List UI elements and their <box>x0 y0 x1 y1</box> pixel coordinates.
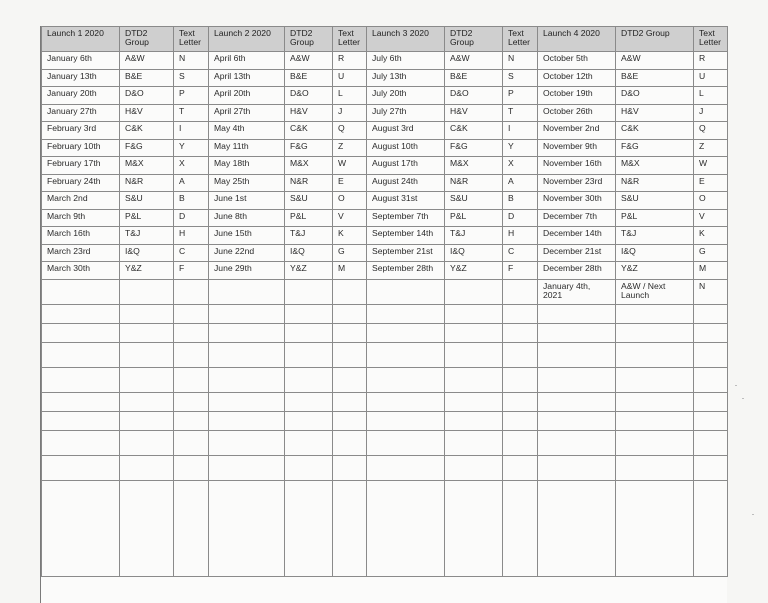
launch-3-letter: H <box>503 227 538 245</box>
launch-4-group: H&V <box>616 104 694 122</box>
empty-row <box>42 430 728 455</box>
launch-4-group: I&Q <box>616 244 694 262</box>
launch-2-letter: K <box>333 227 367 245</box>
launch-2-date: April 20th <box>209 87 285 105</box>
table-row <box>42 262 728 280</box>
launch-2-group: I&Q <box>285 244 333 262</box>
launch-4-group: N&R <box>616 174 694 192</box>
launch-2-group: S&U <box>285 192 333 210</box>
launch-2-group: H&V <box>285 104 333 122</box>
table-row <box>42 209 728 227</box>
table-row <box>42 122 728 140</box>
table-row <box>42 69 728 87</box>
launch-1-group: B&E <box>120 69 174 87</box>
launch-4-date: November 16th <box>538 157 616 175</box>
launch-4-date: December 21st <box>538 244 616 262</box>
launch-1-group <box>120 279 174 304</box>
launch-3-letter: P <box>503 87 538 105</box>
launch-1-date: March 9th <box>42 209 120 227</box>
launch-2-date: June 1st <box>209 192 285 210</box>
launch-1-letter: A <box>174 174 209 192</box>
launch-1-group: Y&Z <box>120 262 174 280</box>
launch-2-letter: G <box>333 244 367 262</box>
launch-1-letter: P <box>174 87 209 105</box>
launch-2-group: B&E <box>285 69 333 87</box>
launch-4-letter: V <box>694 209 728 227</box>
launch-2-date: May 11th <box>209 139 285 157</box>
launch-2-date: May 4th <box>209 122 285 140</box>
launch-1-letter <box>174 279 209 304</box>
table-row <box>42 139 728 157</box>
empty-row <box>42 411 728 430</box>
launch-4-date: November 9th <box>538 139 616 157</box>
launch-3-letter: B <box>503 192 538 210</box>
launch-3-group: H&V <box>445 104 503 122</box>
launch-2-letter: M <box>333 262 367 280</box>
launch-4-letter: R <box>694 52 728 70</box>
header-dtd2-group-2: DTD2 Group <box>285 27 333 52</box>
launch-schedule-table <box>41 26 728 577</box>
launch-2-group: Y&Z <box>285 262 333 280</box>
launch-4-letter: Z <box>694 139 728 157</box>
header-launch-3: Launch 3 2020 <box>367 27 445 52</box>
launch-1-group: C&K <box>120 122 174 140</box>
scan-speck <box>735 385 737 386</box>
launch-1-letter: H <box>174 227 209 245</box>
launch-3-letter: S <box>503 69 538 87</box>
launch-2-date: May 18th <box>209 157 285 175</box>
launch-2-group: N&R <box>285 174 333 192</box>
table-row <box>42 279 728 304</box>
header-dtd2-group-4: DTD2 Group <box>616 27 694 52</box>
launch-1-date: January 6th <box>42 52 120 70</box>
launch-1-date: March 30th <box>42 262 120 280</box>
launch-2-letter: W <box>333 157 367 175</box>
launch-2-letter <box>333 279 367 304</box>
launch-1-date: January 13th <box>42 69 120 87</box>
launch-1-date: February 3rd <box>42 122 120 140</box>
table-row <box>42 192 728 210</box>
launch-2-group: M&X <box>285 157 333 175</box>
launch-3-group: S&U <box>445 192 503 210</box>
launch-3-letter: T <box>503 104 538 122</box>
launch-2-letter: Z <box>333 139 367 157</box>
launch-4-letter: Q <box>694 122 728 140</box>
header-text-letter-1: Text Letter <box>174 27 209 52</box>
header-launch-2: Launch 2 2020 <box>209 27 285 52</box>
launch-2-group: D&O <box>285 87 333 105</box>
table-row <box>42 244 728 262</box>
header-text-letter-3: Text Letter <box>503 27 538 52</box>
scan-speck <box>752 514 754 515</box>
launch-3-group: P&L <box>445 209 503 227</box>
launch-3-group: N&R <box>445 174 503 192</box>
launch-1-group: I&Q <box>120 244 174 262</box>
launch-2-letter: J <box>333 104 367 122</box>
launch-1-date: February 24th <box>42 174 120 192</box>
launch-4-date: October 26th <box>538 104 616 122</box>
header-text-letter-2: Text Letter <box>333 27 367 52</box>
launch-1-letter: C <box>174 244 209 262</box>
launch-2-group: A&W <box>285 52 333 70</box>
launch-1-date: March 2nd <box>42 192 120 210</box>
launch-3-letter: Y <box>503 139 538 157</box>
launch-3-group: Y&Z <box>445 262 503 280</box>
launch-3-group: M&X <box>445 157 503 175</box>
header-dtd2-group-3: DTD2 Group <box>445 27 503 52</box>
launch-3-group: I&Q <box>445 244 503 262</box>
empty-row <box>42 480 728 576</box>
launch-3-group: F&G <box>445 139 503 157</box>
launch-1-date: January 20th <box>42 87 120 105</box>
empty-row <box>42 455 728 480</box>
empty-row <box>42 342 728 367</box>
empty-row <box>42 367 728 392</box>
launch-4-date: October 12th <box>538 69 616 87</box>
launch-2-date: April 6th <box>209 52 285 70</box>
launch-2-letter: L <box>333 87 367 105</box>
header-dtd2-group-1: DTD2 Group <box>120 27 174 52</box>
launch-4-date: December 28th <box>538 262 616 280</box>
table-row <box>42 104 728 122</box>
launch-1-date: March 16th <box>42 227 120 245</box>
header-launch-1: Launch 1 2020 <box>42 27 120 52</box>
launch-4-group: A&W <box>616 52 694 70</box>
launch-1-letter: N <box>174 52 209 70</box>
launch-2-date: June 15th <box>209 227 285 245</box>
schedule-sheet <box>40 26 727 603</box>
launch-4-letter: G <box>694 244 728 262</box>
launch-2-date <box>209 279 285 304</box>
launch-1-group: A&W <box>120 52 174 70</box>
launch-1-letter: T <box>174 104 209 122</box>
launch-1-date: January 27th <box>42 104 120 122</box>
launch-3-group: B&E <box>445 69 503 87</box>
launch-4-letter: W <box>694 157 728 175</box>
launch-3-date: September 21st <box>367 244 445 262</box>
table-row <box>42 157 728 175</box>
launch-4-date: October 5th <box>538 52 616 70</box>
launch-1-letter: F <box>174 262 209 280</box>
launch-1-date: March 23rd <box>42 244 120 262</box>
launch-3-date: August 17th <box>367 157 445 175</box>
launch-3-date: August 10th <box>367 139 445 157</box>
launch-2-date: April 13th <box>209 69 285 87</box>
launch-3-letter: A <box>503 174 538 192</box>
launch-1-letter: B <box>174 192 209 210</box>
launch-1-group: N&R <box>120 174 174 192</box>
launch-3-group: D&O <box>445 87 503 105</box>
header-text-letter-4: Text Letter <box>694 27 728 52</box>
launch-3-letter <box>503 279 538 304</box>
table-row <box>42 227 728 245</box>
launch-3-letter: X <box>503 157 538 175</box>
empty-row <box>42 304 728 323</box>
launch-1-letter: Y <box>174 139 209 157</box>
launch-1-group: T&J <box>120 227 174 245</box>
launch-4-group: A&W / Next Launch <box>616 279 694 304</box>
launch-4-letter: L <box>694 87 728 105</box>
launch-4-group: F&G <box>616 139 694 157</box>
launch-2-group <box>285 279 333 304</box>
launch-4-group: B&E <box>616 69 694 87</box>
launch-2-group: C&K <box>285 122 333 140</box>
launch-3-date: September 28th <box>367 262 445 280</box>
launch-4-letter: O <box>694 192 728 210</box>
launch-3-date: July 20th <box>367 87 445 105</box>
launch-3-letter: F <box>503 262 538 280</box>
launch-4-group: D&O <box>616 87 694 105</box>
launch-4-letter: M <box>694 262 728 280</box>
launch-1-group: S&U <box>120 192 174 210</box>
launch-2-date: June 29th <box>209 262 285 280</box>
launch-3-group <box>445 279 503 304</box>
launch-3-group: A&W <box>445 52 503 70</box>
launch-3-letter: D <box>503 209 538 227</box>
launch-4-group: S&U <box>616 192 694 210</box>
launch-4-letter: N <box>694 279 728 304</box>
header-launch-4: Launch 4 2020 <box>538 27 616 52</box>
launch-3-date: September 14th <box>367 227 445 245</box>
launch-2-letter: E <box>333 174 367 192</box>
launch-4-date: December 7th <box>538 209 616 227</box>
launch-3-date: September 7th <box>367 209 445 227</box>
launch-4-date: November 2nd <box>538 122 616 140</box>
launch-2-letter: O <box>333 192 367 210</box>
empty-row <box>42 392 728 411</box>
launch-2-letter: Q <box>333 122 367 140</box>
table-row <box>42 52 728 70</box>
launch-1-date <box>42 279 120 304</box>
launch-3-date <box>367 279 445 304</box>
launch-4-letter: K <box>694 227 728 245</box>
launch-4-group: P&L <box>616 209 694 227</box>
launch-1-letter: D <box>174 209 209 227</box>
launch-4-date: October 19th <box>538 87 616 105</box>
launch-1-date: February 10th <box>42 139 120 157</box>
launch-4-letter: U <box>694 69 728 87</box>
launch-3-letter: I <box>503 122 538 140</box>
header-row <box>42 27 728 52</box>
launch-4-date: November 23rd <box>538 174 616 192</box>
table-row <box>42 87 728 105</box>
launch-1-letter: I <box>174 122 209 140</box>
launch-2-date: June 8th <box>209 209 285 227</box>
launch-3-group: C&K <box>445 122 503 140</box>
launch-2-group: F&G <box>285 139 333 157</box>
launch-2-group: T&J <box>285 227 333 245</box>
launch-2-date: May 25th <box>209 174 285 192</box>
launch-1-group: H&V <box>120 104 174 122</box>
launch-2-letter: V <box>333 209 367 227</box>
launch-3-date: August 3rd <box>367 122 445 140</box>
launch-1-group: F&G <box>120 139 174 157</box>
launch-4-group: Y&Z <box>616 262 694 280</box>
launch-4-group: M&X <box>616 157 694 175</box>
launch-2-group: P&L <box>285 209 333 227</box>
launch-2-date: April 27th <box>209 104 285 122</box>
launch-2-letter: R <box>333 52 367 70</box>
launch-4-date: January 4th, 2021 <box>538 279 616 304</box>
launch-4-date: December 14th <box>538 227 616 245</box>
launch-3-date: July 6th <box>367 52 445 70</box>
table-row <box>42 174 728 192</box>
scan-speck <box>742 398 744 399</box>
launch-4-date: November 30th <box>538 192 616 210</box>
launch-3-date: July 27th <box>367 104 445 122</box>
launch-1-letter: S <box>174 69 209 87</box>
launch-1-group: M&X <box>120 157 174 175</box>
launch-3-letter: C <box>503 244 538 262</box>
launch-1-group: D&O <box>120 87 174 105</box>
launch-3-date: July 13th <box>367 69 445 87</box>
launch-1-letter: X <box>174 157 209 175</box>
launch-3-date: August 31st <box>367 192 445 210</box>
launch-4-group: T&J <box>616 227 694 245</box>
launch-3-group: T&J <box>445 227 503 245</box>
launch-4-letter: J <box>694 104 728 122</box>
launch-3-date: August 24th <box>367 174 445 192</box>
launch-2-letter: U <box>333 69 367 87</box>
launch-4-group: C&K <box>616 122 694 140</box>
launch-2-date: June 22nd <box>209 244 285 262</box>
empty-row <box>42 323 728 342</box>
launch-1-group: P&L <box>120 209 174 227</box>
launch-1-date: February 17th <box>42 157 120 175</box>
launch-4-letter: E <box>694 174 728 192</box>
launch-3-letter: N <box>503 52 538 70</box>
